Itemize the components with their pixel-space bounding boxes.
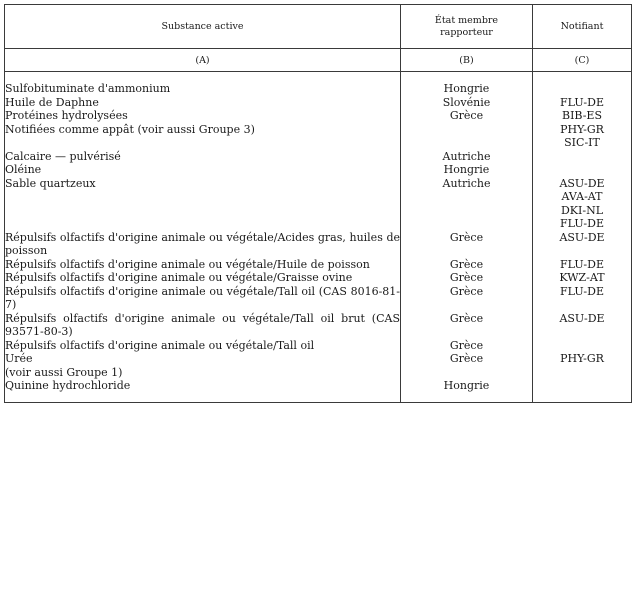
substance-text: Calcaire — pulvérisé <box>5 149 121 163</box>
notifier-code: FLU-DE <box>560 217 604 230</box>
notifier-cell <box>533 96 632 110</box>
substance-text: (voir aussi Groupe 1) <box>5 365 123 379</box>
state-cell: Grèce <box>401 271 533 285</box>
notifier-cell <box>533 352 632 379</box>
notifier-cell <box>533 379 632 403</box>
header-notifier: Notifiant <box>533 5 632 49</box>
notifier-code: ASU-DE <box>559 311 605 325</box>
state-cell: Grèce <box>401 231 533 258</box>
document-page <box>4 4 631 592</box>
substance-text: Répulsifs olfactifs d'origine animale ou végétale/Acides gras, huiles de poisson <box>5 230 400 257</box>
substance-text: Répulsifs olfactifs d'origine animale ou végétale/Huile de poisson <box>5 257 370 271</box>
notifier-cell <box>533 109 632 150</box>
substance-text: Répulsifs olfactifs d'origine animale ou végétale/Tall oil <box>5 338 315 352</box>
table-row <box>5 379 632 403</box>
state-cell: Hongrie <box>401 163 533 177</box>
substance-cell <box>5 258 401 272</box>
substance-text: Oléine <box>5 163 42 176</box>
table-row <box>5 285 632 312</box>
substance-cell <box>5 96 401 110</box>
substance-cell <box>5 379 401 403</box>
state-cell: Grèce <box>401 258 533 272</box>
substance-text: Sulfobituminate d'ammonium <box>5 82 171 95</box>
notifier-code: DKI-NL <box>560 203 604 217</box>
substance-cell <box>5 163 401 177</box>
letter-c: (C) <box>533 49 632 72</box>
substance-cell <box>5 177 401 231</box>
substance-text: Sable quartzeux <box>5 176 96 190</box>
substance-cell <box>5 352 401 379</box>
substance-text: Protéines hydrolysées <box>5 109 128 122</box>
table-row <box>5 312 632 339</box>
table-row <box>5 109 632 150</box>
substance-text: Répulsifs olfactifs d'origine animale ou végétale/Tall oil (CAS 8016-81-7) <box>5 284 400 311</box>
notifier-cell <box>533 258 632 272</box>
notifier-code: SIC-IT <box>564 136 600 149</box>
table-row <box>5 96 632 110</box>
notifier-cell <box>533 163 632 177</box>
substance-text: Répulsifs olfactifs d'origine animale ou végétale/Graisse ovine <box>5 271 353 284</box>
table-row <box>5 231 632 258</box>
substance-cell <box>5 109 401 150</box>
notifier-cell <box>533 285 632 312</box>
substance-cell <box>5 312 401 339</box>
state-cell: Autriche <box>401 150 533 164</box>
notifier-code: ASU-DE <box>559 230 605 244</box>
table-header-row <box>5 5 632 49</box>
substance-cell <box>5 285 401 312</box>
notifier-cell <box>533 82 632 96</box>
notifier-code: BIB-ES <box>562 109 602 122</box>
notifier-cell <box>533 271 632 285</box>
notifier-code: FLU-DE <box>560 257 604 271</box>
state-cell: Grèce <box>401 352 533 379</box>
table-row <box>5 339 632 353</box>
notifier-code: AVA-AT <box>561 190 603 203</box>
state-cell: Hongrie <box>401 82 533 96</box>
notifier-cell <box>533 231 632 258</box>
letter-b: (B) <box>401 49 533 72</box>
table-row <box>5 82 632 96</box>
substance-text: Urée <box>5 352 33 365</box>
substance-text: Notifiées comme appât (voir aussi Groupe 3) <box>5 122 255 136</box>
notifier-code: FLU-DE <box>560 95 604 109</box>
header-state-line2: rapporteur <box>440 26 493 38</box>
table-row <box>5 177 632 231</box>
notifier-cell <box>533 150 632 164</box>
substance-text: Huile de Daphne <box>5 95 99 109</box>
header-state <box>401 5 533 49</box>
substance-cell <box>5 271 401 285</box>
notifier-code: FLU-DE <box>560 284 604 298</box>
notifier-code: PHY-GR <box>560 122 604 136</box>
header-substance: Substance active <box>5 5 401 49</box>
column-letter-row <box>5 49 632 72</box>
substance-cell <box>5 150 401 164</box>
table-row <box>5 150 632 164</box>
notifier-cell <box>533 339 632 353</box>
table-row <box>5 352 632 379</box>
letter-a: (A) <box>5 49 401 72</box>
state-cell: Grèce <box>401 339 533 353</box>
notifier-code: PHY-GR <box>560 352 604 365</box>
substance-table <box>4 4 632 403</box>
substance-text: Quinine hydrochloride <box>5 379 131 392</box>
notifier-code: KWZ-AT <box>559 271 605 284</box>
substance-cell <box>5 339 401 353</box>
substance-cell <box>5 82 401 96</box>
state-cell: Hongrie <box>401 379 533 403</box>
table-row <box>5 163 632 177</box>
substance-text: Répulsifs olfactifs d'origine animale ou végétale/Tall oil brut (CAS 93571-80-3) <box>5 311 400 338</box>
state-cell: Slovénie <box>401 96 533 110</box>
header-state-line1: État membre <box>434 14 499 26</box>
notifier-code: ASU-DE <box>559 176 605 190</box>
state-cell: Autriche <box>401 177 533 231</box>
table-row <box>5 258 632 272</box>
substance-cell <box>5 231 401 258</box>
notifier-cell <box>533 177 632 231</box>
state-cell: Grèce <box>401 312 533 339</box>
table-row <box>5 271 632 285</box>
state-cell: Grèce <box>401 109 533 150</box>
notifier-cell <box>533 312 632 339</box>
state-cell: Grèce <box>401 285 533 312</box>
